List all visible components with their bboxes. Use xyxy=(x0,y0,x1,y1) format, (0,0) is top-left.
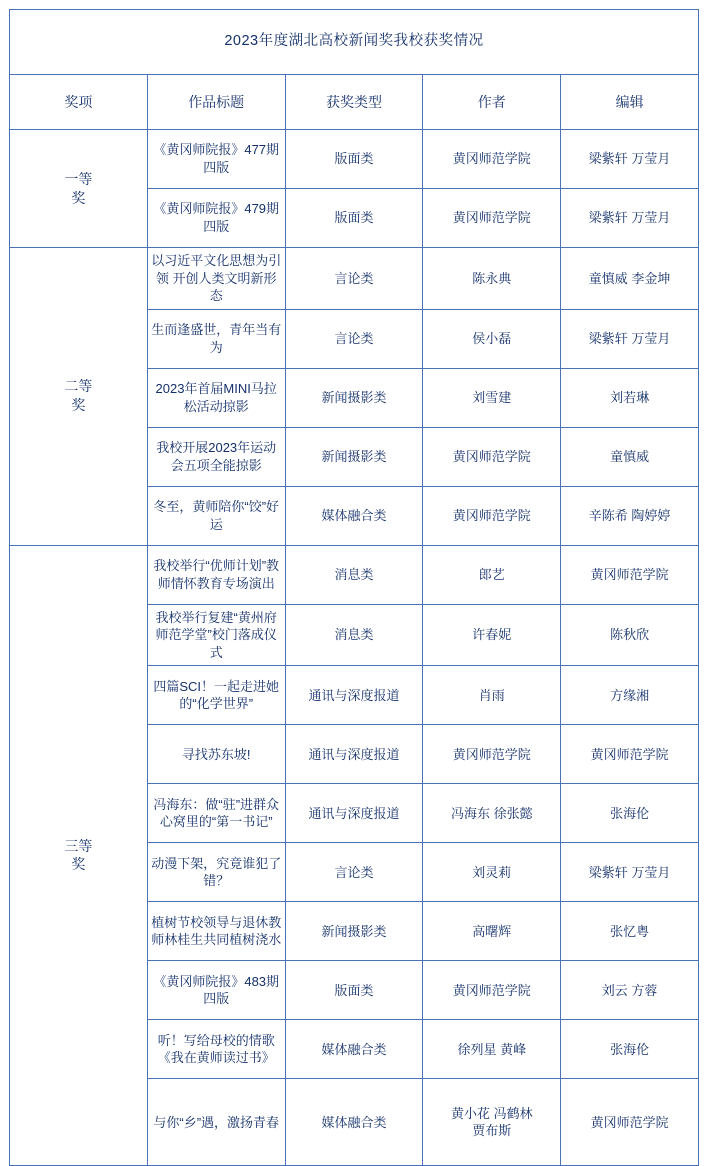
cell-editor: 陈秋欣 xyxy=(561,604,699,666)
award-group-second-prize xyxy=(10,248,148,546)
cell-author-line2: 贾布斯 xyxy=(472,1123,512,1139)
cell-editor: 黄冈师范学院 xyxy=(561,725,699,784)
cell-work-title: 四篇SCI！一起走进她的“化学世界” xyxy=(147,666,285,725)
cell-award-type: 版面类 xyxy=(285,961,423,1020)
cell-work-title: 动漫下架，究竟谁犯了错？ xyxy=(147,843,285,902)
cell-work-title: 《黄冈师院报》477期四版 xyxy=(147,130,285,189)
cell-work-title: 我校举行“优师计划”教师情怀教育专场演出 xyxy=(147,545,285,604)
cell-award-type: 媒体融合类 xyxy=(285,1079,423,1166)
cell-award-type: 通讯与深度报道 xyxy=(285,784,423,843)
cell-author: 冯海东 徐张懿 xyxy=(423,784,561,843)
table-header-row xyxy=(10,75,699,130)
cell-author: 侯小磊 xyxy=(423,309,561,368)
cell-editor: 黄冈师范学院 xyxy=(561,1079,699,1166)
cell-author: 黄冈师范学院 xyxy=(423,725,561,784)
cell-award-type: 媒体融合类 xyxy=(285,1020,423,1079)
cell-author: 徐列星 黄峰 xyxy=(423,1020,561,1079)
cell-editor: 梁紫轩 万莹月 xyxy=(561,130,699,189)
award-label-line1: 二等 xyxy=(64,378,93,395)
column-header-award-type: 获奖类型 xyxy=(285,75,423,130)
cell-author xyxy=(423,1079,561,1166)
award-label-line2: 奖 xyxy=(71,856,86,873)
cell-author: 黄冈师范学院 xyxy=(423,189,561,248)
award-group-third-prize xyxy=(10,545,148,1166)
cell-author: 黄冈师范学院 xyxy=(423,961,561,1020)
cell-author: 黄冈师范学院 xyxy=(423,486,561,545)
cell-award-type: 媒体融合类 xyxy=(285,486,423,545)
cell-award-type: 版面类 xyxy=(285,130,423,189)
cell-editor: 辛陈希 陶婷婷 xyxy=(561,486,699,545)
cell-author: 黄冈师范学院 xyxy=(423,130,561,189)
cell-author: 肖雨 xyxy=(423,666,561,725)
cell-award-type: 言论类 xyxy=(285,843,423,902)
cell-award-type: 新闻摄影类 xyxy=(285,902,423,961)
cell-editor: 梁紫轩 万莹月 xyxy=(561,309,699,368)
cell-work-title: 我校开展2023年运动会五项全能掠影 xyxy=(147,427,285,486)
cell-author: 刘雪建 xyxy=(423,368,561,427)
table-title-row xyxy=(10,10,699,75)
cell-author: 刘灵莉 xyxy=(423,843,561,902)
cell-editor: 刘云 方蓉 xyxy=(561,961,699,1020)
table-row xyxy=(10,248,699,310)
award-label-line1: 一等 xyxy=(64,170,93,187)
cell-editor: 童慎威 李金坤 xyxy=(561,248,699,310)
cell-editor: 张忆粤 xyxy=(561,902,699,961)
column-header-work-title: 作品标题 xyxy=(147,75,285,130)
cell-award-type: 消息类 xyxy=(285,604,423,666)
award-group-first-prize xyxy=(10,130,148,248)
cell-editor: 梁紫轩 万莹月 xyxy=(561,189,699,248)
cell-editor: 黄冈师范学院 xyxy=(561,545,699,604)
cell-editor: 刘若琳 xyxy=(561,368,699,427)
cell-author: 高曙辉 xyxy=(423,902,561,961)
award-table xyxy=(9,9,699,1166)
cell-work-title: 《黄冈师院报》483期四版 xyxy=(147,961,285,1020)
document-page xyxy=(0,9,708,1139)
table-row xyxy=(10,130,699,189)
award-label-line2: 奖 xyxy=(71,397,86,414)
cell-author: 许春妮 xyxy=(423,604,561,666)
column-header-award: 奖项 xyxy=(10,75,148,130)
table-row xyxy=(10,545,699,604)
cell-award-type: 通讯与深度报道 xyxy=(285,725,423,784)
cell-author: 郎艺 xyxy=(423,545,561,604)
cell-award-type: 版面类 xyxy=(285,189,423,248)
cell-work-title: 与你“乡”遇，激扬青春 xyxy=(147,1079,285,1166)
page-title: 2023年度湖北高校新闻奖我校获奖情况 xyxy=(10,10,699,75)
cell-author-line1: 黄小花 冯鹤林 xyxy=(450,1105,533,1121)
cell-work-title: 寻找苏东坡! xyxy=(147,725,285,784)
column-header-author: 作者 xyxy=(423,75,561,130)
cell-work-title: 听！写给母校的情歌《我在黄师读过书》 xyxy=(147,1020,285,1079)
cell-work-title: 以习近平文化思想为引领 开创人类文明新形态 xyxy=(147,248,285,310)
cell-work-title: 冬至，黄师陪你“饺”好运 xyxy=(147,486,285,545)
cell-work-title: 《黄冈师院报》479期四版 xyxy=(147,189,285,248)
award-label-line2: 奖 xyxy=(71,189,86,206)
cell-award-type: 新闻摄影类 xyxy=(285,427,423,486)
cell-author: 陈永典 xyxy=(423,248,561,310)
cell-author: 黄冈师范学院 xyxy=(423,427,561,486)
cell-work-title: 生而逢盛世，青年当有为 xyxy=(147,309,285,368)
cell-work-title: 冯海东：做“驻”进群众心窝里的“第一书记” xyxy=(147,784,285,843)
cell-award-type: 消息类 xyxy=(285,545,423,604)
column-header-editor: 编辑 xyxy=(561,75,699,130)
cell-work-title: 植树节校领导与退休教师林桂生共同植树浇水 xyxy=(147,902,285,961)
cell-editor: 张海伦 xyxy=(561,1020,699,1079)
cell-editor: 张海伦 xyxy=(561,784,699,843)
award-label-line1: 三等 xyxy=(64,837,93,854)
cell-editor: 童慎威 xyxy=(561,427,699,486)
cell-editor: 梁紫轩 万莹月 xyxy=(561,843,699,902)
cell-work-title: 2023年首届MINI马拉松活动掠影 xyxy=(147,368,285,427)
cell-award-type: 通讯与深度报道 xyxy=(285,666,423,725)
cell-award-type: 言论类 xyxy=(285,309,423,368)
cell-award-type: 言论类 xyxy=(285,248,423,310)
cell-work-title: 我校举行复建“黄州府师范学堂”校门落成仪式 xyxy=(147,604,285,666)
cell-editor: 方缘湘 xyxy=(561,666,699,725)
cell-award-type: 新闻摄影类 xyxy=(285,368,423,427)
